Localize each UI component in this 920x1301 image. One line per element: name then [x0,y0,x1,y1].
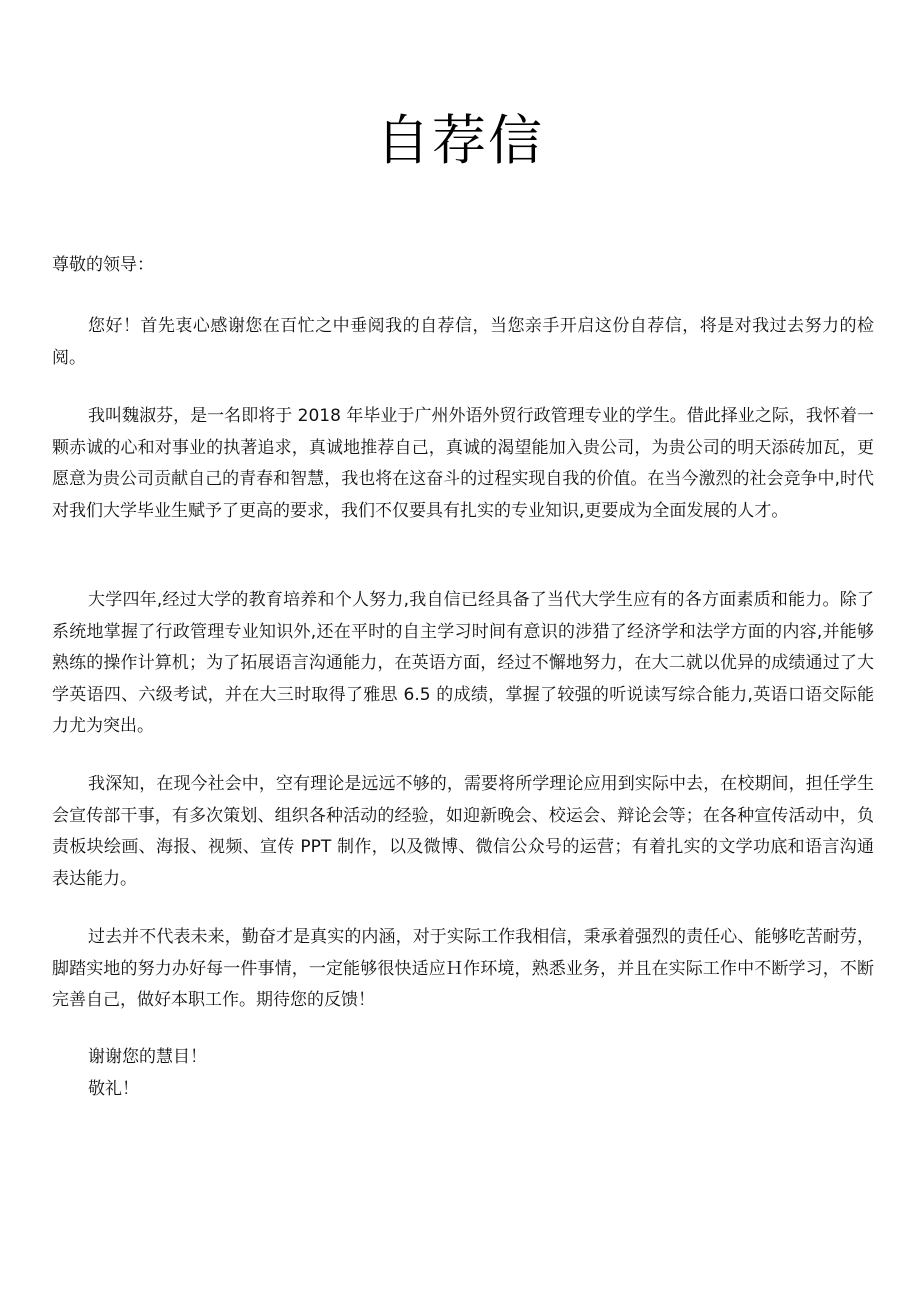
paragraph-conclusion: 过去并不代表未来，勤奋才是真实的内涵，对于实际工作我相信，秉承着强烈的责任心、能够吃苦耐劳，脚踏实地的努力办好每一件事情，一定能够很快适应Ｈ作环境，熟悉业务，并且在实际工作中不断学习，不断完善自己，做好本职工作。期待您的反馈！ [52,927,874,1011]
closing-salute: 敬礼！ [88,1079,139,1099]
paragraph-introduction: 我叫魏淑芬，是一名即将于 2018 年毕业于广州外语外贸行政管理专业的学生。借此择业之际，我怀着一颗赤诚的心和对事业的执著追求，真诚地推荐自己，真诚的渴望能加入贵公司，为贵公司的明天添砖加瓦，更愿意为贵公司贡献自己的青春和智慧，我也将在这奋斗的过程实现自我的价值。在当今激烈的社会竞争中,时代对我们大学毕业生赋予了更高的要求，我们不仅要具有扎实的专业知识,更要成为全面发展的人才。 [52,406,874,521]
paragraph-education: 大学四年,经过大学的教育培养和个人努力,我自信已经具备了当代大学生应有的各方面素质和能力。除了系统地掌握了行政管理专业知识外,还在平时的自主学习时间有意识的涉猎了经济学和法学方面的内容,并能够熟练的操作计算机；为了拓展语言沟通能力，在英语方面，经过不懈地努力，在大二就以优异的成绩通过了大学英语四、六级考试，并在大三时取得了雅思 6.5 的成绩，掌握了较强的听说读写综合能力,英语口语交际能力尤为突出。 [52,590,874,737]
paragraph-greeting: 您好！首先衷心感谢您在百忙之中垂阅我的自荐信，当您亲手开启这份自荐信，将是对我过去努力的检阅。 [52,316,874,368]
closing-thanks: 谢谢您的慧目！ [88,1047,207,1067]
letter-title: 自荐信 [376,109,544,172]
salutation: 尊敬的领导： [52,255,154,275]
paragraph-experience: 我深知，在现今社会中，空有理论是远远不够的，需要将所学理论应用到实际中去，在校期间，担任学生会宣传部干事，有多次策划、组织各种活动的经验，如迎新晚会、校运会、辩论会等；在各种宣传活动中，负责板块绘画、海报、视频、宣传 PPT 制作，以及微博、微信公众号的运营；有着扎实的文学功底和语言沟通表达能力。 [52,774,874,889]
